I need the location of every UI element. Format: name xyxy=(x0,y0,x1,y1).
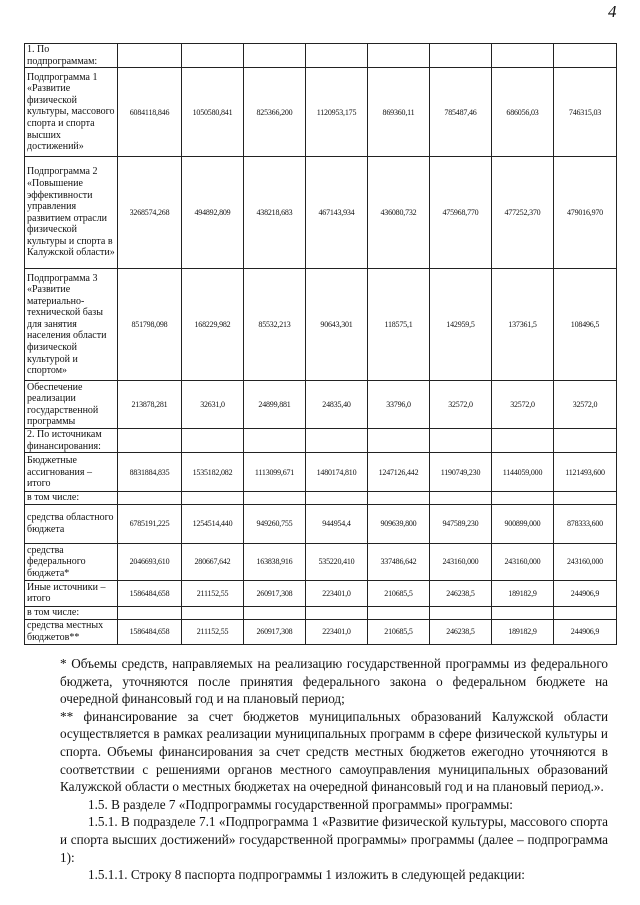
row-label: средства федерального бюджета* xyxy=(25,543,118,580)
row-label: 2. По источникам финансирования: xyxy=(25,429,118,453)
value-cell xyxy=(430,429,492,453)
value-cell: 118575,1 xyxy=(368,269,430,381)
value-cell: 189182,9 xyxy=(492,619,554,644)
value-cell: 32572,0 xyxy=(430,381,492,429)
value-cell: 243160,000 xyxy=(492,543,554,580)
value-cell: 32631,0 xyxy=(182,381,244,429)
value-cell: 909639,800 xyxy=(368,504,430,543)
value-cell: 1144059,000 xyxy=(492,453,554,492)
value-cell: 280667,642 xyxy=(182,543,244,580)
paragraph-1-5: 1.5. В разделе 7 «Подпрограммы государственной программы» программы: xyxy=(88,796,513,812)
value-cell: 168229,982 xyxy=(182,269,244,381)
value-cell: 869360,11 xyxy=(368,68,430,157)
value-cell xyxy=(118,429,182,453)
notes-section xyxy=(60,655,608,884)
table-row xyxy=(25,44,617,68)
value-cell: 851798,098 xyxy=(118,269,182,381)
value-cell xyxy=(368,606,430,619)
value-cell: 1480174,810 xyxy=(306,453,368,492)
value-cell: 479016,970 xyxy=(554,157,617,269)
table-row xyxy=(25,543,617,580)
value-cell: 260917,308 xyxy=(244,580,306,606)
table-row xyxy=(25,157,617,269)
row-label: Подпрограмма 2 «Повышение эффективности управления развитием отрасли физической культуры и спорта в Калужской области» xyxy=(25,157,118,269)
value-cell xyxy=(492,606,554,619)
value-cell: 246238,5 xyxy=(430,619,492,644)
value-cell: 211152,55 xyxy=(182,580,244,606)
value-cell xyxy=(244,606,306,619)
row-label: средства областного бюджета xyxy=(25,504,118,543)
value-cell: 6785191,225 xyxy=(118,504,182,543)
value-cell: 475968,770 xyxy=(430,157,492,269)
value-cell xyxy=(182,606,244,619)
value-cell: 211152,55 xyxy=(182,619,244,644)
table-row xyxy=(25,504,617,543)
value-cell xyxy=(492,429,554,453)
value-cell: 24899,881 xyxy=(244,381,306,429)
table-row xyxy=(25,606,617,619)
value-cell: 137361,5 xyxy=(492,269,554,381)
value-cell xyxy=(182,492,244,505)
value-cell xyxy=(118,606,182,619)
value-cell: 244906,9 xyxy=(554,619,617,644)
table-row xyxy=(25,453,617,492)
value-cell xyxy=(244,492,306,505)
value-cell xyxy=(430,492,492,505)
value-cell: 1247126,442 xyxy=(368,453,430,492)
value-cell xyxy=(554,44,617,68)
table-row xyxy=(25,269,617,381)
value-cell xyxy=(306,44,368,68)
value-cell: 1190749,230 xyxy=(430,453,492,492)
value-cell: 1120953,175 xyxy=(306,68,368,157)
value-cell: 825366,200 xyxy=(244,68,306,157)
value-cell: 108496,5 xyxy=(554,269,617,381)
value-cell: 686056,03 xyxy=(492,68,554,157)
value-cell xyxy=(430,44,492,68)
value-cell xyxy=(306,492,368,505)
value-cell: 90643,301 xyxy=(306,269,368,381)
value-cell: 210685,5 xyxy=(368,580,430,606)
value-cell: 3268574,268 xyxy=(118,157,182,269)
value-cell xyxy=(118,492,182,505)
value-cell: 163838,916 xyxy=(244,543,306,580)
value-cell xyxy=(368,492,430,505)
table-row xyxy=(25,492,617,505)
table-row xyxy=(25,619,617,644)
value-cell xyxy=(554,492,617,505)
value-cell: 1050580,841 xyxy=(182,68,244,157)
value-cell: 1113099,671 xyxy=(244,453,306,492)
value-cell xyxy=(182,44,244,68)
value-cell: 260917,308 xyxy=(244,619,306,644)
value-cell: 1121493,600 xyxy=(554,453,617,492)
table-row xyxy=(25,580,617,606)
value-cell: 746315,03 xyxy=(554,68,617,157)
value-cell: 337486,642 xyxy=(368,543,430,580)
paragraph-1-5-1: 1.5.1. В подразделе 7.1 «Подпрограмма 1 «Развитие физической культуры, массового спорта и спорта высших достижений» государственной программы» программы (далее – подпрограмма 1): xyxy=(60,814,608,865)
value-cell: 243160,000 xyxy=(554,543,617,580)
value-cell: 944954,4 xyxy=(306,504,368,543)
value-cell: 213878,281 xyxy=(118,381,182,429)
value-cell: 1254514,440 xyxy=(182,504,244,543)
value-cell: 1535182,082 xyxy=(182,453,244,492)
value-cell: 32572,0 xyxy=(554,381,617,429)
value-cell: 24835,40 xyxy=(306,381,368,429)
value-cell: 6084118,846 xyxy=(118,68,182,157)
row-label: в том числе: xyxy=(25,606,118,619)
value-cell: 8831884,835 xyxy=(118,453,182,492)
value-cell xyxy=(244,429,306,453)
value-cell: 949260,755 xyxy=(244,504,306,543)
value-cell: 32572,0 xyxy=(492,381,554,429)
table-row xyxy=(25,68,617,157)
footnote-federal: * Объемы средств, направляемых на реализацию государственной программы из федерального бюджета, уточняются после принятия федерального закона о федеральном бюджете на очередной финансовый год и на плановый период; xyxy=(60,656,608,707)
value-cell xyxy=(492,44,554,68)
value-cell: 85532,213 xyxy=(244,269,306,381)
table-row xyxy=(25,429,617,453)
value-cell xyxy=(306,429,368,453)
footnote-local: ** финансирование за счет бюджетов муниципальных образований Калужской области осуществляется в рамках реализации муниципальных программ в сфере физической культуры и спорта. Объемы финансирования за счет средств местных бюджетов ежегодно уточняются в соответствии с решениями органов местного самоуправления муниципальных образований Калужской области о местных бюджетах на очередной финансовый год и на плановый период.». xyxy=(60,708,608,795)
value-cell: 189182,9 xyxy=(492,580,554,606)
value-cell: 246238,5 xyxy=(430,580,492,606)
row-label: в том числе: xyxy=(25,492,118,505)
value-cell xyxy=(492,492,554,505)
value-cell xyxy=(554,429,617,453)
value-cell xyxy=(182,429,244,453)
value-cell: 785487,46 xyxy=(430,68,492,157)
value-cell: 878333,600 xyxy=(554,504,617,543)
row-label: Подпрограмма 1 «Развитие физической культуры, массового спорта и спорта высших достижений» xyxy=(25,68,118,157)
value-cell: 223401,0 xyxy=(306,619,368,644)
value-cell: 142959,5 xyxy=(430,269,492,381)
value-cell xyxy=(554,606,617,619)
row-label: Бюджетные ассигнования – итого xyxy=(25,453,118,492)
value-cell: 33796,0 xyxy=(368,381,430,429)
value-cell: 2046693,610 xyxy=(118,543,182,580)
table-row xyxy=(25,381,617,429)
value-cell: 1586484,658 xyxy=(118,580,182,606)
value-cell: 223401,0 xyxy=(306,580,368,606)
value-cell: 210685,5 xyxy=(368,619,430,644)
value-cell xyxy=(368,44,430,68)
row-label: Обеспечение реализации государственной программы xyxy=(25,381,118,429)
row-label: средства местных бюджетов** xyxy=(25,619,118,644)
page-number: 4 xyxy=(608,2,617,21)
value-cell xyxy=(244,44,306,68)
value-cell xyxy=(118,44,182,68)
row-label: Подпрограмма 3 «Развитие материально-технической базы для занятия населения области физической культурой и спортом» xyxy=(25,269,118,381)
row-label: Иные источники – итого xyxy=(25,580,118,606)
value-cell xyxy=(368,429,430,453)
value-cell: 900899,000 xyxy=(492,504,554,543)
paragraph-1-5-1-1: 1.5.1.1. Строку 8 паспорта подпрограммы 1 изложить в следующей редакции: xyxy=(88,867,525,883)
value-cell: 1586484,658 xyxy=(118,619,182,644)
financing-table xyxy=(24,43,617,645)
value-cell xyxy=(306,606,368,619)
value-cell: 244906,9 xyxy=(554,580,617,606)
value-cell: 438218,683 xyxy=(244,157,306,269)
value-cell: 436080,732 xyxy=(368,157,430,269)
value-cell: 477252,370 xyxy=(492,157,554,269)
value-cell: 243160,000 xyxy=(430,543,492,580)
value-cell xyxy=(430,606,492,619)
value-cell: 947589,230 xyxy=(430,504,492,543)
row-label: 1. По подпрограммам: xyxy=(25,44,118,68)
value-cell: 494892,809 xyxy=(182,157,244,269)
value-cell: 467143,934 xyxy=(306,157,368,269)
value-cell: 535220,410 xyxy=(306,543,368,580)
